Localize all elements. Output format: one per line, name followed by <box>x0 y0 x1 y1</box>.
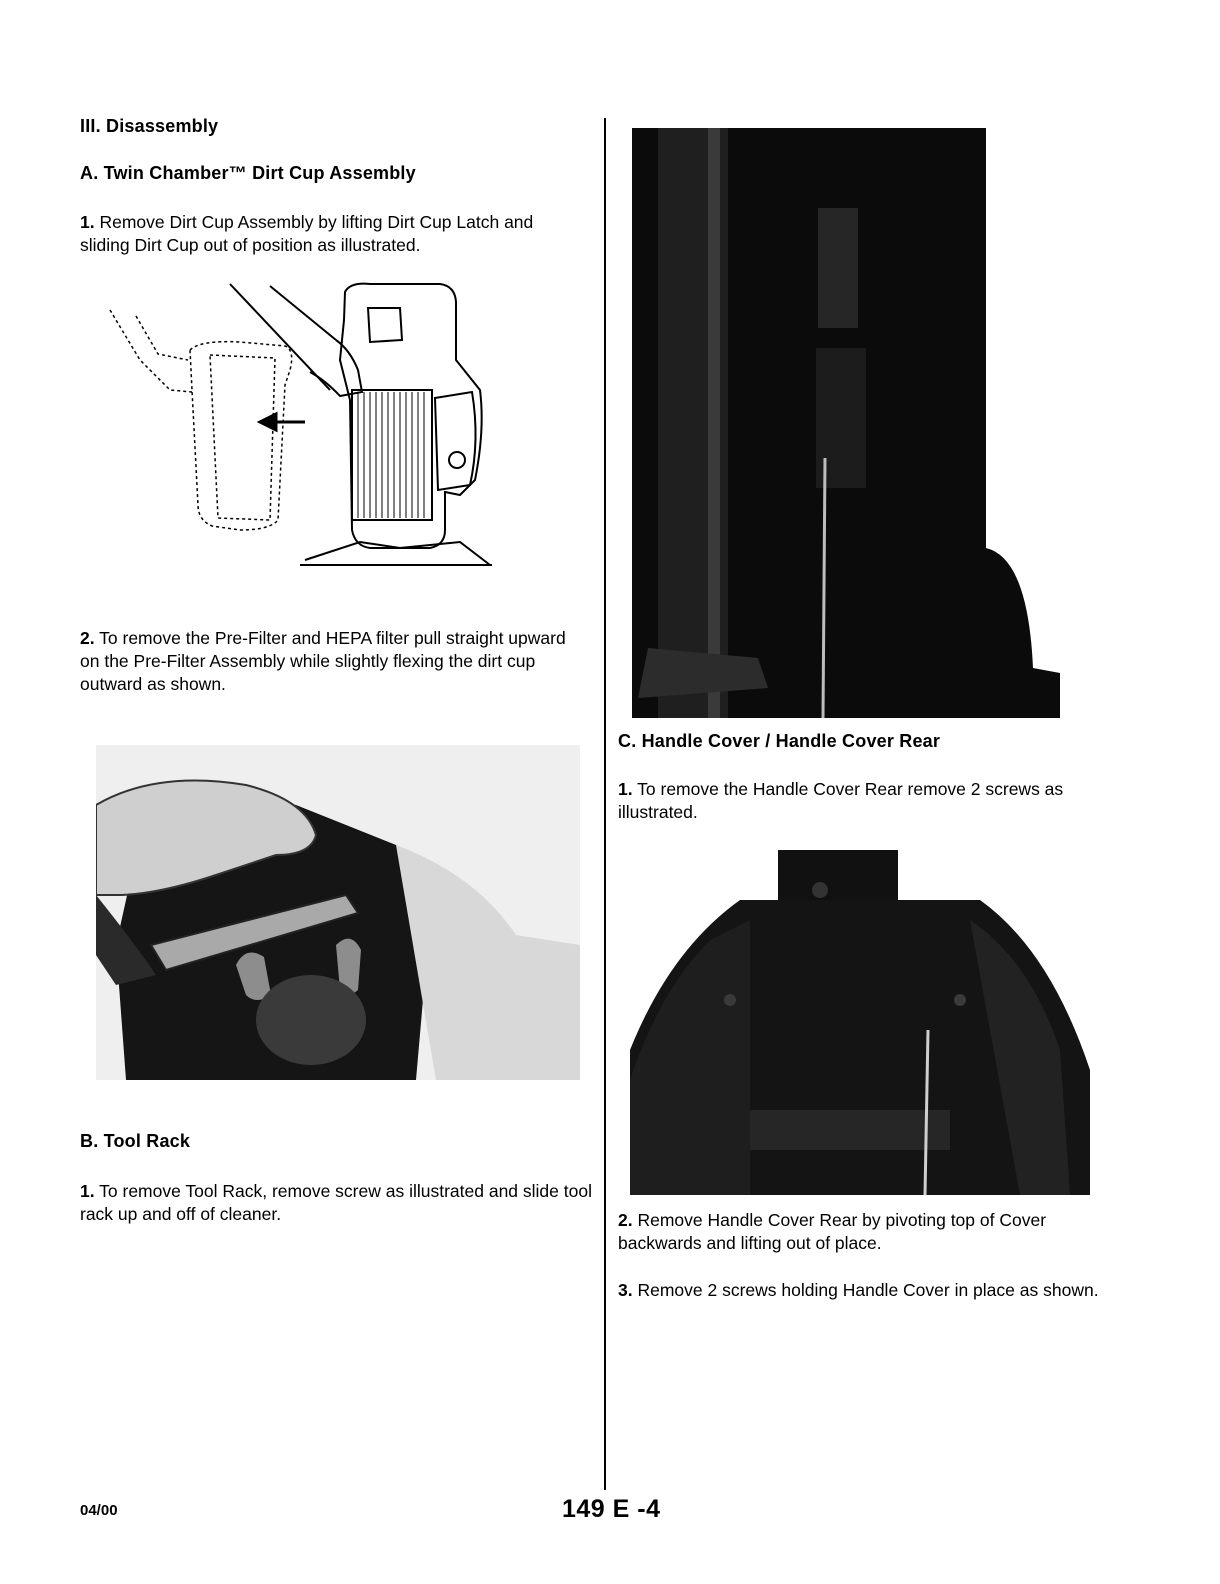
part-c-step-1 <box>618 778 1113 824</box>
page-number: 149 E -4 <box>562 1495 661 1523</box>
step-text: To remove Tool Rack, remove screw as illustrated and slide tool rack up and off of cleaner. <box>80 1181 592 1224</box>
part-b-step-1 <box>80 1180 595 1226</box>
step-number: 1. <box>80 212 95 232</box>
part-c-step-3 <box>618 1279 1118 1302</box>
step-number: 1. <box>618 779 633 799</box>
section-title: III. Disassembly <box>80 116 219 136</box>
footer-date: 04/00 <box>80 1502 118 1519</box>
part-b-heading: B. Tool Rack <box>80 1131 191 1151</box>
part-a-step-2 <box>80 627 580 696</box>
step-text: Remove 2 screws holding Handle Cover in place as shown. <box>637 1280 1099 1300</box>
column-divider <box>604 118 606 1490</box>
tool-rack-photo <box>618 128 1060 718</box>
handle-cover-photo <box>630 850 1090 1195</box>
step-number: 3. <box>618 1280 633 1300</box>
prefilter-photo <box>96 745 580 1080</box>
dirt-cup-illustration <box>100 280 500 570</box>
step-number: 2. <box>80 628 95 648</box>
step-number: 2. <box>618 1210 633 1230</box>
step-number: 1. <box>80 1181 95 1201</box>
step-text: Remove Handle Cover Rear by pivoting top of Cover backwards and lifting out of place. <box>618 1210 1047 1253</box>
part-c-step-2 <box>618 1209 1118 1255</box>
part-c-heading: C. Handle Cover / Handle Cover Rear <box>618 731 941 751</box>
part-a-heading: A. Twin Chamber™ Dirt Cup Assembly <box>80 163 416 183</box>
step-text: To remove the Handle Cover Rear remove 2 screws as illustrated. <box>618 779 1064 822</box>
step-text: To remove the Pre-Filter and HEPA filter pull straight upward on the Pre-Filter Assembly while slightly flexing the dirt cup outward as shown. <box>80 628 566 694</box>
part-a-step-1 <box>80 211 580 257</box>
step-text: Remove Dirt Cup Assembly by lifting Dirt Cup Latch and sliding Dirt Cup out of position as illustrated. <box>80 212 534 255</box>
